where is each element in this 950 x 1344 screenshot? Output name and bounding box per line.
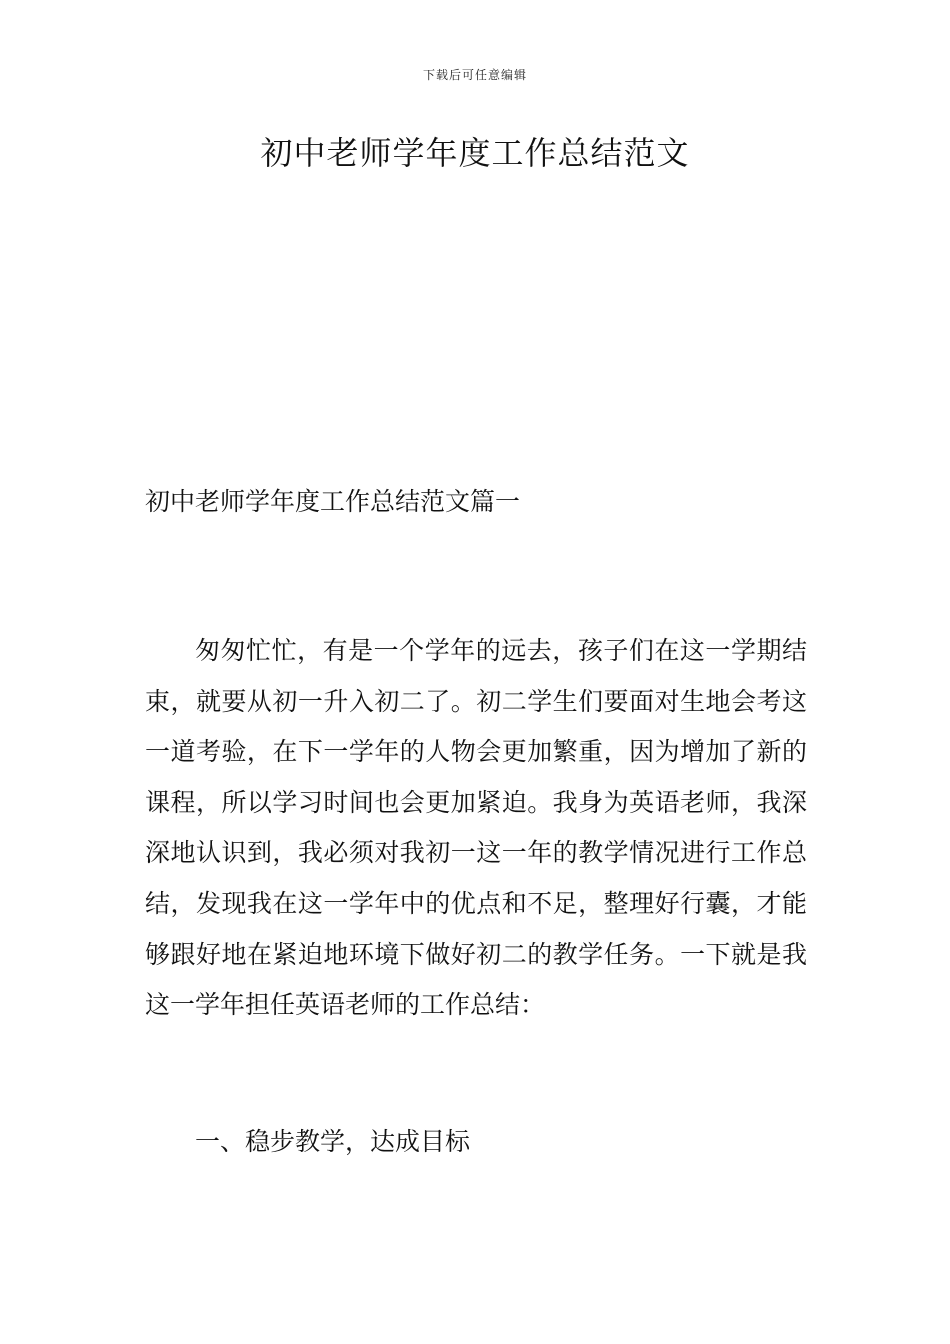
document-title: 初中老师学年度工作总结范文 — [260, 134, 690, 172]
subsection-heading: 一、稳步教学，达成目标 — [195, 1127, 471, 1156]
header-note: 下载后可任意编辑 — [422, 68, 527, 82]
body-paragraph: 匆匆忙忙，有是一个学年的远去，孩子们在这一学期结束，就要从初一升入初二了。初二学生们要面对生地会考这一道考验，在下一学年的人物会更加繁重，因为增加了新的课程，所以学习时间也会更加紧迫。我身为英语老师，我深深地认识到，我必须对我初一这一年的教学情况进行工作总结，发现我在这一学年中的优点和不足，整理好行囊，才能够跟好地在紧迫地环境下做好初二的教学任务。一下就是我这一学年担任英语老师的工作总结： — [145, 636, 807, 1020]
section-heading: 初中老师学年度工作总结范文篇一 — [145, 487, 521, 516]
